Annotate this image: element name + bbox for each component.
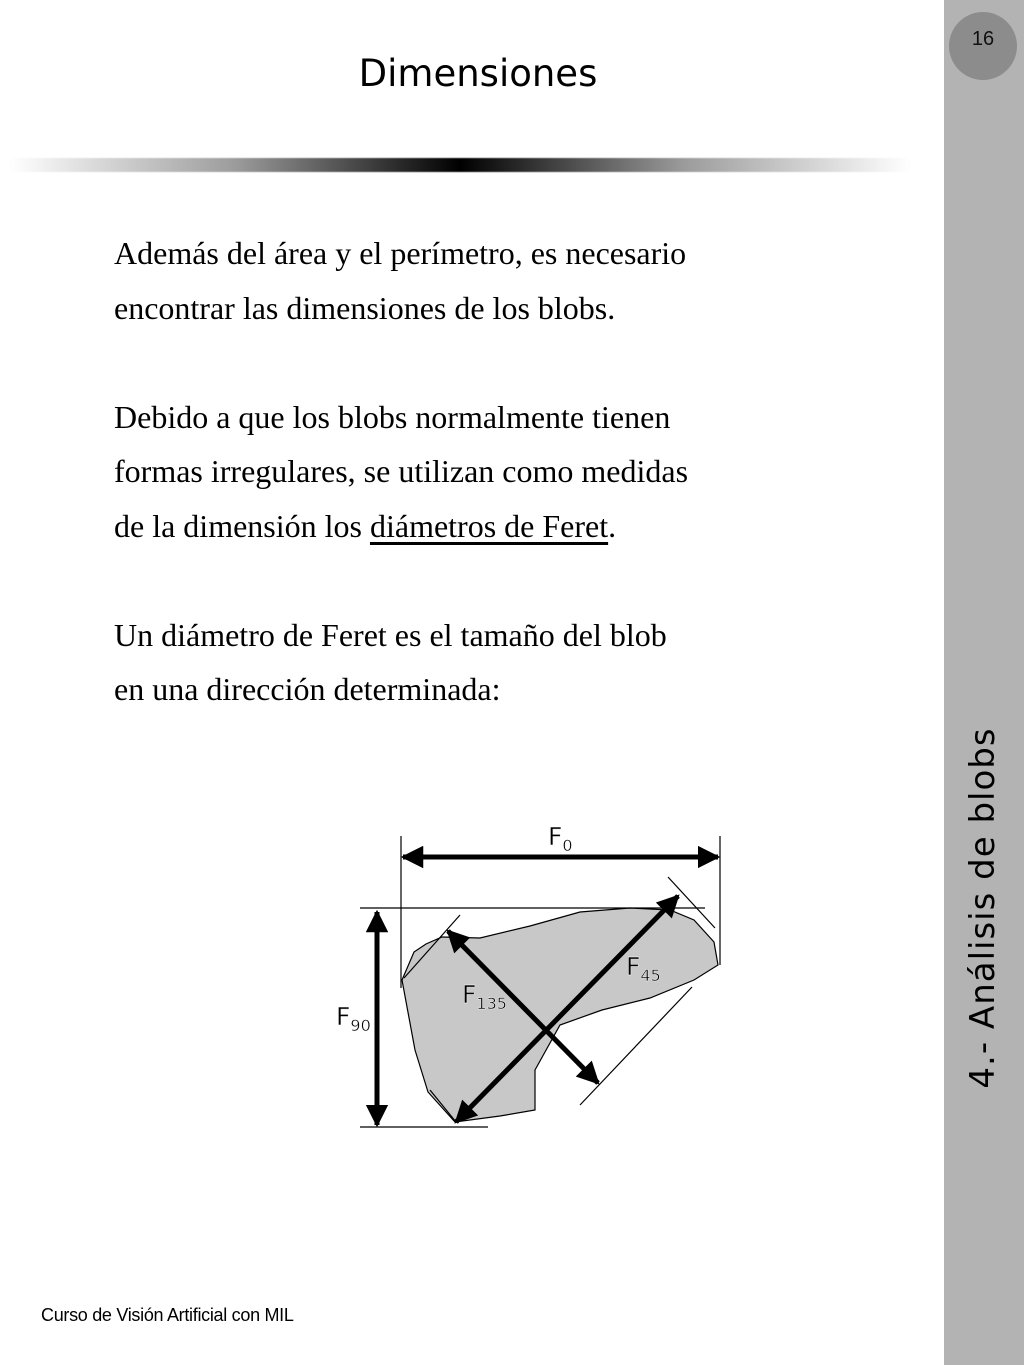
p1-line-2: encontrar las dimensiones de los blobs. [114,289,616,326]
slide-title: Dimensiones [358,52,598,95]
f45-label: $F_{45}$ [626,952,661,985]
title-divider [10,158,910,172]
body-text [114,226,814,771]
f135-label: $F_{135}$ [462,980,507,1013]
paragraph-3 [114,608,814,717]
sidebar [944,0,1024,1365]
paragraph-2 [114,390,814,554]
footer-course-name: Curso de Visión Artificial con MIL [41,1305,294,1325]
section-title: 4.- Análisis de blobs [963,727,1003,1089]
f0-label: $F_0$ [548,822,573,855]
f90-label: $F_{90}$ [336,1002,371,1035]
p1-line-1: Además del área y el perímetro, es necesario [114,235,687,271]
p3-line-2: en una dirección determinada: [114,671,501,707]
p3-line-1: Un diámetro de Feret es el tamaño del blob [114,616,667,653]
p2-line-2: formas irregulares, se utilizan como medidas [114,453,689,489]
page-number-badge [949,12,1017,80]
page-number: 16 [971,27,995,50]
paragraph-1 [114,226,814,335]
p2-period: . [608,507,617,544]
p2-line-1: Debido a que los blobs normalmente tienen [114,398,671,435]
feret-diameters-link[interactable]: diámetros de Feret [369,507,609,544]
feret-diagram [330,820,740,1140]
p2-line-3: de la dimensión los [114,507,370,544]
